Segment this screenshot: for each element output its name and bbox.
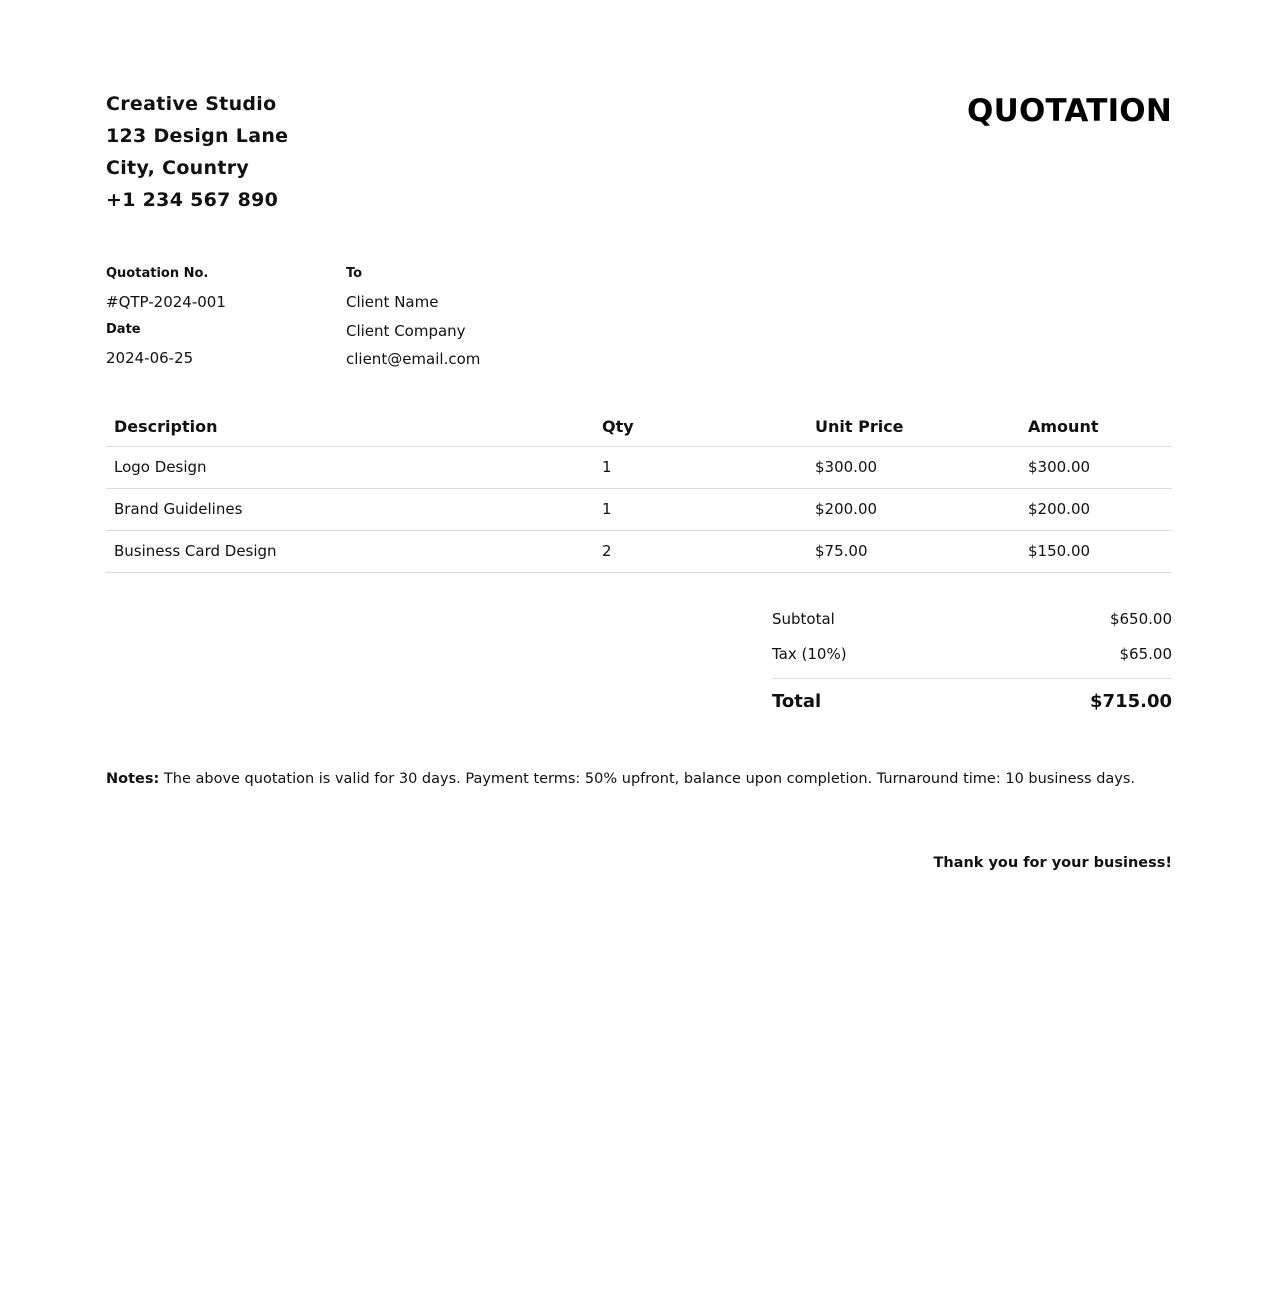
cell-amount: $150.00	[1020, 530, 1172, 572]
quotation-no-value: #QTP-2024-001	[106, 293, 226, 311]
client-email: client@email.com	[346, 350, 481, 368]
column-header-amount: Amount	[1020, 409, 1172, 447]
cell-qty: 1	[594, 446, 807, 488]
cell-qty: 1	[594, 488, 807, 530]
total-row	[772, 678, 1172, 731]
table-row	[106, 446, 1172, 488]
notes	[106, 771, 1172, 787]
cell-description: Logo Design	[106, 446, 594, 488]
thank-you-message: Thank you for your business!	[933, 854, 1172, 871]
table-row	[106, 530, 1172, 572]
tax-label: Tax (10%)	[772, 644, 847, 663]
table-header-row	[106, 409, 1172, 447]
cell-qty: 2	[594, 530, 807, 572]
company-phone: +1 234 567 890	[106, 189, 279, 211]
company-address-line1: 123 Design Lane	[106, 125, 289, 147]
client-name: Client Name	[346, 293, 439, 311]
quotation-meta	[106, 260, 1172, 374]
total-label: Total	[772, 690, 822, 712]
cell-unit-price: $300.00	[807, 446, 1020, 488]
date-value: 2024-06-25	[106, 349, 194, 367]
column-header-qty: Qty	[594, 409, 807, 447]
column-header-description: Description	[106, 409, 594, 447]
tax-row	[772, 643, 1172, 678]
notes-label: Notes:	[106, 770, 160, 787]
cell-amount: $200.00	[1020, 488, 1172, 530]
cell-amount: $300.00	[1020, 446, 1172, 488]
client-company: Client Company	[346, 321, 466, 340]
cell-unit-price: $200.00	[807, 488, 1020, 530]
total-value: $715.00	[1090, 690, 1172, 712]
cell-description: Brand Guidelines	[106, 488, 594, 530]
recipient-details	[346, 260, 480, 374]
line-items-table	[106, 409, 1172, 573]
quotation-details	[106, 260, 346, 374]
subtotal-value: $650.00	[1109, 609, 1172, 628]
quotation-document	[106, 88, 1172, 871]
date-label: Date	[106, 322, 141, 337]
table-row	[106, 488, 1172, 530]
cell-unit-price: $75.00	[807, 530, 1020, 572]
to-label: To	[346, 266, 363, 281]
notes-text: The above quotation is valid for 30 days. Payment terms: 50% upfront, balance upon completion. Turnaround time: 10 business days.	[159, 770, 1136, 787]
column-header-unit-price: Unit Price	[807, 409, 1020, 447]
totals-summary	[772, 608, 1172, 731]
subtotal-label: Subtotal	[772, 609, 835, 628]
document-title: QUOTATION	[967, 93, 1172, 129]
company-name: Creative Studio	[106, 93, 277, 115]
company-info	[106, 88, 288, 216]
header	[106, 88, 1172, 216]
company-address-line2: City, Country	[106, 157, 250, 179]
quotation-no-label: Quotation No.	[106, 266, 209, 281]
subtotal-row	[772, 608, 1172, 643]
cell-description: Business Card Design	[106, 530, 594, 572]
tax-value: $65.00	[1119, 644, 1172, 663]
